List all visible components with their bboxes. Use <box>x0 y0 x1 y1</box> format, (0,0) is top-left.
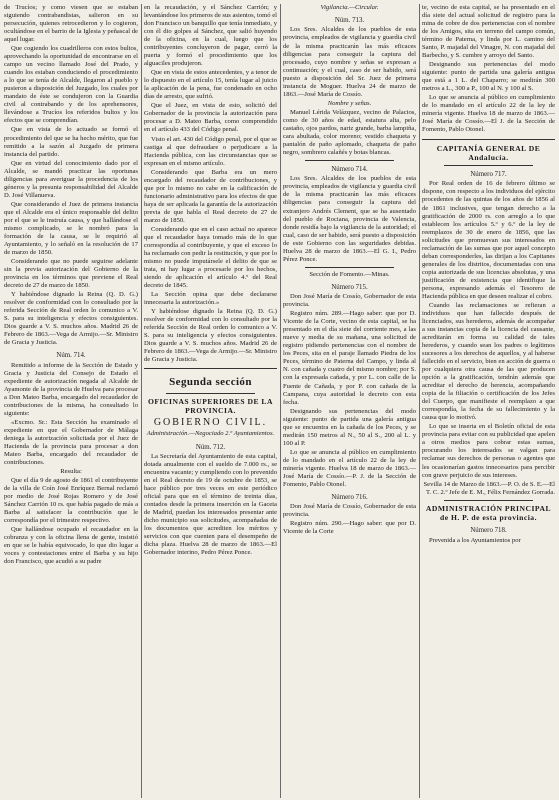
paragraph: de Trucíos; y como viesen que se estaban siguiendo contrabandistas, salieron en su persecución, quienes retrocedieron y lo cogieron, ocultándose en el barrio de la Iglesia y peñascal de aquel lugar. <box>4 4 138 44</box>
column-2 <box>144 4 277 798</box>
paragraph: Cuando las reclamaciones se refieran a individuos que han fallecido después de licenciados, sus herederos, además de acompañar a sus instancias copia de la licencia del causante, acreditarán en forma su calidad de tales herederos, y cuando sean los padres o legítimos sucesores a los derechos de aquellos, y al haberse fallecido en el servicio, bien en acción de guerra o por cualquiera otra causa de las que producen opción a la gratificación, tendrán además que acreditar el derecho de herencia, acompañando copia de la filiación o certificación de los Jefes del Cuerpo, que manifieste el reemplazo a que correspondía, la fecha de su fallecimiento y la causa que lo motivó. <box>422 301 555 422</box>
paragraph: Designando sus pertenencias del modo siguiente: punto de partida una galería antigua que está a 1 L. del Chaparro; se medirán 300 metros a L., 300 a P., 100 al N. y 100 al S. <box>422 61 555 93</box>
signature-line: Sevilla 14 de Marzo de 1863.—P. O. de S. E.—El T. C. 2.º Jefe de E. M., Félix Fernández Gorrada. <box>423 480 555 496</box>
divider <box>422 139 555 140</box>
paragraph: te, vecino de esta capital, se ha presentado en el día siete del actual solicitud de registro para la mina de cobre de dos pertenencias con el nombre de los Amigos, sita en terreno del campo común, término de Paterna, y linda por L. camino del Santo, P. majadal del Vinagre, N. con majadal del Barbecho, y S. cumbre y arroyo del Santo. <box>422 4 555 60</box>
paragraph: Don José María de Cossío, Gobernador de esta provincia. <box>283 503 416 519</box>
admin-title: ADMINISTRACIÓN PRINCIPAL de H. P. de esta provincia. <box>425 503 552 522</box>
notice-number: Número 714. <box>331 165 368 173</box>
paragraph: Lo que se anuncia al público en cumplimiento de lo mandado en el artículo 22 de la ley de minería vigente. Huelva 18 de marzo de 1863.—José María de Cossío.—El J. de la Sección de Fomento, Pablo Otonel. <box>422 94 555 134</box>
divider <box>444 165 533 166</box>
notice-number: Número 715. <box>331 283 368 291</box>
paragraph: Registro núm. 289.—Hago saber: que por D. Vicente de la Corte, vecino de esta capital, se ha presentado en el día siete del corriente mes, a las nueve y media de su mañana, una solicitud de registro pidiendo pertenencias con el nombre de los Peces, sita en el paraje llamado Piedra de los Peces, término de Paterna del Campo, y linda al N. con cañada y cuatro del mismo nombre; por S. con la expresada cañada, y por L. con calle de la Fuente de Cañada, y por P. con cañada de la Campana, cuya autoridad le decreto con esta fecha. <box>283 310 416 406</box>
paragraph: Considerando que en el caso actual no aparece que el recaudador haya tomado más de lo que correspondía al contribuyente, y que el exceso lo ha reclamado con pedir la restitución, y que por lo mismo no puede imputársele el delito de que se trata, ni hay lugar a procesarle por los hechos, siendo de aplicación el artículo 4.º del Real decreto de 1845. <box>144 225 277 290</box>
notice-number: Número 716. <box>331 493 368 501</box>
paragraph: Prevenida a los Ayuntamientos por <box>429 536 521 544</box>
paragraph: La Sección opina que debe declararse innecesaria la autorización.» <box>144 291 277 307</box>
paragraph: Lo que se inserta en el Boletín oficial de esta provincia para evitar con su publicidad que apelen a otros medios para cobrar estas sumas, procurando los interesados se valgan para reclamar sus derechos de personas o agentes que les ocasionarían gastos innecesarios para percibir con grave perjuicio de sus intereses. <box>422 423 555 479</box>
notice-number: Núm. 712. <box>195 443 226 451</box>
paragraph: Lo que se anuncia al público en cumplimiento de lo mandado en el artículo 22 de la ley de minería vigente. Huelva 18 de marzo de 1863.—José María de Cossío.—P. J. de la Sección de Fomento, Pablo Otonel. <box>283 448 416 488</box>
paragraph: Y habiéndose dignado la Reina (Q. D. G.) resolver de conformidad con lo consultado por la referida Sección de Real orden lo comunico a V. S. para su inteligencia y efectos consiguientes. Dios guarde a V. S. muchos años. Madrid 26 de Febrero de 1863.—Vega de Armijo.—Sr. Ministro de Gracia y Justicia. <box>144 308 277 364</box>
offices-title: OFICINAS SUPERIORES DE LA PROVINCIA. <box>148 396 273 416</box>
paragraph: Los Sres. Alcaldes de los pueblos de esta provincia, empleados de vigilancia y guardia civil de la misma practicarán las más eficaces diligencias para conseguir la captura del procesado, cuyo nombre y señas se expresan a continuación; y el cual, caso de ser habido, será puesto a disposición del Sr. Juez de primera instancia de Moguer. Huelva 24 de marzo de 1863.—José María de Cossío. <box>283 26 416 98</box>
paragraph: Que hallándose ocupado el recaudador en la cobranza y con la oficina llena de gente, insistió en que se le había equivocado, lo que dio lugar a voces y contestaciones entre el Barba y su hijo don Francisco, que acudió a su padre <box>4 526 138 566</box>
section-heading: Vigilancia.—Circular. <box>320 4 379 11</box>
paragraph: Don José María de Cossío, Gobernador de esta provincia. <box>283 293 416 309</box>
admin-line: Administración.—Negociado 2.º Ayuntamientos. <box>146 430 275 438</box>
paragraph: Considerando que no puede seguirse adelante sin la previa autorización del Gobierno de la provincia en los términos que previene el Real decreto de 27 de marzo de 1850. <box>4 257 138 290</box>
divider <box>305 160 394 161</box>
paragraph: Manuel Lérida Velázquez, vecino de Palacios, como de 30 años de edad, estatura alta, pelo castaño, ojos pardos, nariz grande, barba lampiña, cara abultada, color moreno; vestido chaqueta y pantalón de paño aplomado, chaqueta de paño negro, sombrero calañés y botas blancas. <box>283 108 416 156</box>
column-4 <box>422 4 555 798</box>
paragraph: Y habiéndose dignado la Reina (Q. D. G.) resolver de conformidad con lo consultado por la referida Sección de Real orden lo comunico a V. S. para su inteligencia y efectos consiguientes. Dios guarde a V. S. muchos años. Madrid 26 de Febrero de 1863.—Vega de Armijo.—Sr. Ministro de Gracia y Justicia. <box>4 291 138 347</box>
paragraph: Por Real orden de 16 de febrero último se dispone, con respecto a los individuos del ejército procedentes de las quintas de los años de 1856 al de 1861 inclusives, que tengan derecho a la gratificación de 2000 rs. con arreglo a lo que establecen los artículos 5.º y 6.º de la ley de reemplazos de 30 de enero de 1856, que las solicitudes que promuevan sus interesados en reclamación de las sumas que por aquel concepto deban corresponderles, las dirijan a los Capitanes generales de los distritos, documentadas con una copia autorizada de sus licencias absolutas, y una justificación de existencia que identifique la persona, expresando además el Tesorero de Hacienda pública en que deseen realizar el cobro. <box>422 180 555 300</box>
divider <box>144 368 277 369</box>
paragraph: Considerando que Barba era un mero encargado del recaudador de contribuciones, y que por lo mismo no cabe en la calificación de funcionario administrativo para los efectos de que haya de ser aplicada la garantía de la autorización previa de que habla el Real decreto de 27 de marzo de 1850. <box>144 168 277 224</box>
section-heading: Sección de Fomento.—Minas. <box>309 270 390 278</box>
section-title: Segunda sección <box>169 376 252 389</box>
notice-number: Núm. 714. <box>56 352 86 360</box>
paragraph: Visto el art. 430 del Código penal, por el que se castiga al que defraudare o perjudicare a la Hacienda pública, con las circunstancias que se expresan en el mismo artículo. <box>144 135 277 167</box>
gov-title: GOBIERNO CIVIL. <box>153 417 268 429</box>
paragraph: La Secretaría del Ayuntamiento de esta capital, dotada anualmente con el sueldo de 7.000 rs., se encuentra vacante; y cumpliendo con lo prevenido en el Real decreto de 19 de octubre de 1853, se hace público por tres veces en este periódico oficial para que en el término de treinta días, contados desde la primera inserción en la Gaceta de Madrid, puedan los interesados presentar ante dicho municipio sus solicitudes, acompañadas de los documentos que acrediten los méritos y servicios con que cuenten para el desempeño de dicha plaza. Huelva 28 de marzo de 1863.—El Gobernador interino, Pedro Pérez Ponce. <box>144 452 277 557</box>
paragraph: Resulta: <box>60 468 82 476</box>
divider <box>444 500 533 501</box>
paragraph: Que considerando el Juez de primera instancia que el Alcalde era el único responsable del delito por el que se le instruía causa, y que hallándose el mismo complicado, se le nombró para la formación de la causa, se le requirió al Ayuntamiento, y lo señaló en la resolución de 17 de marzo de 1850. <box>4 200 138 256</box>
paragraph: Que el día 9 de agosto de 1861 el contribuyente de la villa de Coín José Enríquez Bernal reclamó por medio de José Rojas Romero y de José Sánchez Carrión 10 rs. que había pagado de más a Barba al satisfacer la contribución que le correspondía por el trimestre respectivo. <box>4 477 138 525</box>
names-label: Nombre y señas. <box>327 99 372 107</box>
paragraph: Registro núm. 290.—Hago saber: que por D. Vicente de la Corte <box>283 520 416 536</box>
paragraph: Los Sres. Alcaldes de los pueblos de esta provincia, empleados de vigilancia y guardia civil de la misma practicarán las más eficaces diligencias para conseguir la captura del extranjero Andrés Clement, que se ha ausentado del pueblo de Rociana, provincia de Valencia, donde residía bajo la vigilancia de la autoridad; el cual, caso de ser habido, será puesto a disposición de este Gobierno con las seguridades debidas. Huelva 28 de marzo de 1863.—El G. I., Pedro Pérez Ponce. <box>283 175 416 263</box>
divider <box>166 393 255 394</box>
paragraph: Que en vista de lo actuado se formó el procedimiento del que se ha hecho mérito, que fue remitido a la sazón al Juzgado de primera instancia del partido. <box>4 126 138 158</box>
paragraph: Designando sus pertenencias del modo siguiente: punto de partida una galería antigua que se encuentra en la cañada de los Peces, y se medirán 150 metros al N., 50 al S., 200 al L. y 100 al P. <box>283 407 416 447</box>
notice-number: Número 717. <box>470 171 507 178</box>
column-1 <box>4 4 138 798</box>
paragraph: en la recaudación, y el Sánchez Carrión; y levantándose los primeros de sus asientos, tomó el don Francisco un banquillo que tenía inmediato, y con él dio golpes al Sánchez, que salió huyendo de la oficina, en la cual, luego que los contribuyentes concluyeron de pagar, cerró la puerta y formó el procedimiento que los alguaciles produjeron. <box>144 4 277 68</box>
notice-number: Número 718. <box>470 527 507 535</box>
divider <box>305 267 394 268</box>
captain-title: CAPITANÍA GENERAL DE Andalucía. <box>436 143 541 162</box>
paragraph: Que cogiendo los cuadrilleros con estos bultos, aprovechando la oportunidad de encontrarse en el campo un vecino llamado José del Prado, y cuando los estaban conduciendo el procedimiento a lo que se tenía de Alcalde, llegaron al pueblo y pusieron a disposición del Juzgado, los cuales por mandato de éste se condujeron con la Guardia civil al contrabando y de los aprehensores, llevándose a Trucíos los referidos bultos y los efectos que se comprendían. <box>4 45 138 125</box>
column-divider <box>141 4 142 798</box>
column-divider <box>419 4 420 798</box>
column-divider <box>280 4 281 798</box>
paragraph: Que en vista de estos antecedentes, y a tenor de lo dispuesto en el artículo 15, tenía lugar al juicio la aplicación de la pena, fue condenado en ocho días de arresto, que sufrió. <box>144 69 277 101</box>
paragraph: Que en virtud del conocimiento dado por el Alcalde, se mandó practicar las oportunas diligencias para averiguar la procedencia de los géneros y la presunta responsabilidad del Alcalde D. José Villanueva. <box>4 159 138 199</box>
paragraph: «Excmo. Sr.: Esta Sección ha examinado el expediente en que el Gobernador de Málaga deniega la autorización solicitada por el Juez de Hacienda de la provincia para procesar a don Mateo Barba, encargado del recaudador de contribuciones. <box>4 418 138 467</box>
notice-number: Núm. 713. <box>334 17 365 25</box>
column-3 <box>283 4 416 798</box>
paragraph: Remitido a informe de la Sección de Estado y Gracia y Justicia del Consejo de Estado el expediente de autorización negada al Alcalde de Ayamonte de la provincia de Huelva para procesar a Don Mateo Barba, encargado del recaudador de contribuciones de la misma, ha consultado lo siguiente: <box>4 361 138 417</box>
paragraph: Que el Juez, en vista de esto, solicitó del Gobernador de la provincia la autorización para procesar a D. Mateo Barba, como comprendido en el artículo 433 del Código penal. <box>144 102 277 134</box>
